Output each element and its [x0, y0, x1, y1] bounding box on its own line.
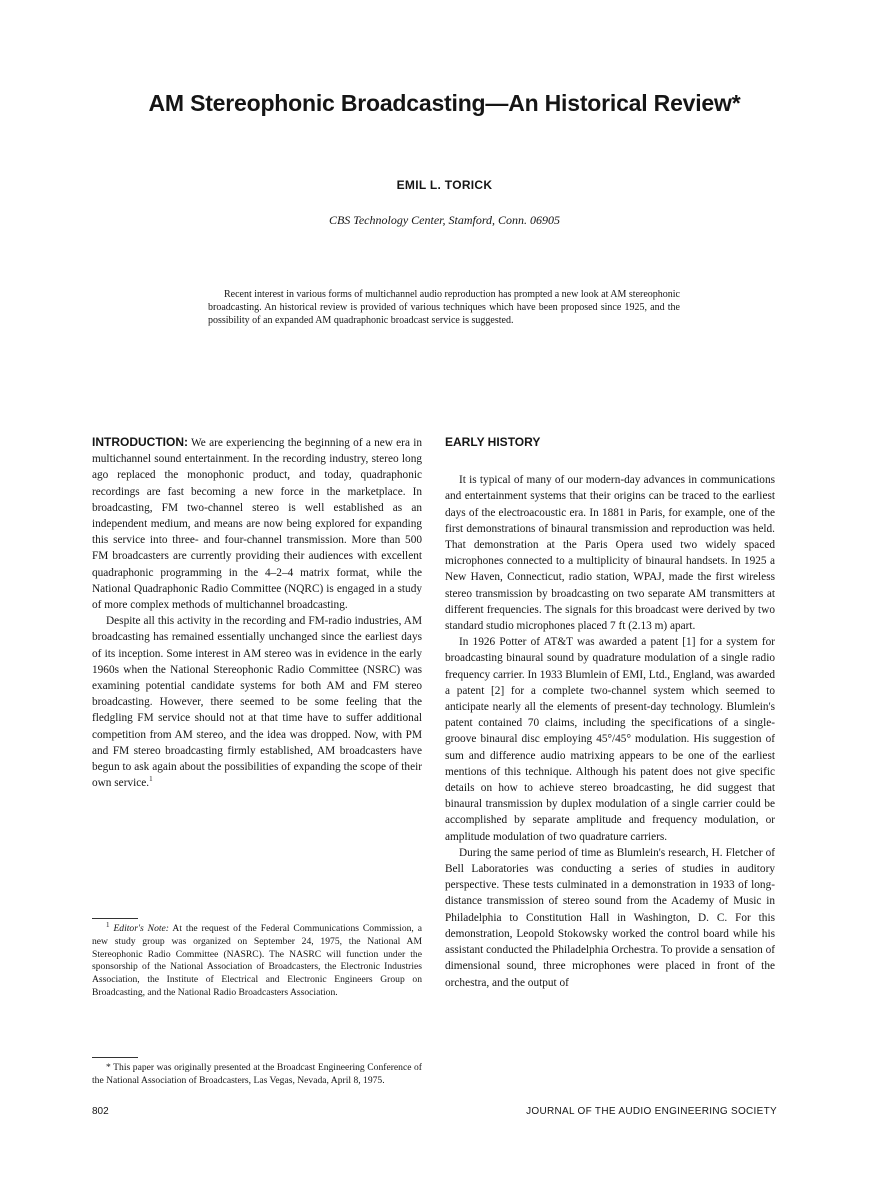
introduction-heading: INTRODUCTION: — [92, 435, 188, 449]
footnote-2-paragraph — [92, 1062, 422, 1088]
footnote-reference-1: 1 — [149, 775, 153, 784]
right-column — [445, 434, 775, 991]
footnote-presentation — [92, 1057, 422, 1088]
author-name: EMIL L. TORICK — [396, 178, 493, 192]
early-history-paragraph-3: During the same period of time as Blumlein's research, H. Fletcher of Bell Laboratories was conducting a series of studies in auditory perspective. These tests culminated in a demonstration in 1933 of long-distance transmission of stereo sound from the Academy of Music in Philadelphia to Constitution Hall in Washington, D. C. For this demonstration, Leopold Stokowsky worked the control board while his assistant conducted the Philadelphia Orchestra. To provide a sensation of dimensional sound, three microphones were placed in front of the orchestra, and the output of — [445, 846, 775, 989]
footnote-2-mark: * — [106, 1062, 111, 1073]
introduction-paragraph-1 — [92, 434, 422, 613]
early-history-heading: EARLY HISTORY — [445, 435, 541, 449]
introduction-text-2: Despite all this activity in the recording and FM-radio industries, AM broadcasting has remained essentially unchanged since the earliest days of its inception. Some interest in AM stereo was in evidence in the early 1960s when the National Stereophonic Radio Committee (NSRC) was examining potential candidate systems for both AM and FM stereo broadcasting. However, there seemed to be some feeling that the fledgling FM service should not at that time have to suffer additional competition from AM stereo, and the idea was dropped. Now, with PM and FM stereo broadcasting firmly established, AM broadcasters have begun to ask again about the possibilities of expanding the scope of their own service. — [92, 615, 422, 790]
footnote-rule — [92, 918, 138, 919]
paper-title: AM Stereophonic Broadcasting—An Historical Review* — [148, 90, 741, 116]
left-column — [92, 434, 422, 791]
footnote-1-paragraph — [92, 920, 422, 1000]
abstract: Recent interest in various forms of multichannel audio reproduction has prompted a new look at AM stereophonic broadcasting. An historical review is provided of various techniques which have been proposed since 1925, and the possibility of an expanded AM quadraphonic broadcast service is suggested. — [208, 289, 680, 326]
introduction-paragraph-2 — [92, 613, 422, 791]
footnote-1-text: At the request of the Federal Communications Commission, a new study group was organized on September 24, 1975, the National AM Stereophonic Radio Committee (NASRC). The NASRC will function under the sponsorship of the National Association of Broadcasters, the Electronic Industries Association, the Institute of Electrical and Electronic Engineers Group on Broadcasting, and the National Radio Broadcasters Association. — [92, 923, 422, 998]
footnote-1-label: Editor's Note: — [113, 923, 169, 934]
footnote-rule-2 — [92, 1057, 138, 1058]
early-history-paragraph-2: In 1926 Potter of AT&T was awarded a patent [1] for a system for broadcasting binaural sound by quadrature modulation of a single radio frequency carrier. In 1933 Blumlein of EMI, Ltd., England, was awarded a patent [2] for a complete two-channel system which seemed to anticipate nearly all the elements of present-day technology. Blumlein's patent contained 70 claims, including the specifications of a single-groove binaural disc employing 45°/45° modulation. His suggestion of sum and difference audio matrixing appears to be one of the earliest mentions of this technique. Although his patent does not give specific details on how to achieve stereo broadcasting, he did suggest that binaural transmission by duplex modulation of a single carrier could be accomplished by separate amplitude and frequency modulation, or amplitude modulation of two quadrature carriers. — [445, 636, 775, 843]
early-history-paragraph-1: It is typical of many of our modern-day advances in communications and entertainment systems that their origins can be traced to the earliest days of the electroacoustic era. In 1881 in Paris, for example, one of the first demonstrations of binaural transmission and reproduction was held. That demonstration at the Paris Opera used two widely spaced microphones connected to a multiplicity of binaural handsets. In 1925 a New Haven, Connecticut, radio station, WPAJ, made the first wireless stereo transmission by broadcasting on two separate AM transmitters at different frequencies. The signals for this broadcast were derived by two standard studio microphones placed 7 ft (2.13 m) apart. — [445, 474, 775, 633]
author-affiliation: CBS Technology Center, Stamford, Conn. 06905 — [328, 213, 561, 227]
journal-name: JOURNAL OF THE AUDIO ENGINEERING SOCIETY — [526, 1106, 777, 1117]
footnote-editors-note — [92, 918, 422, 1000]
page-number: 802 — [92, 1106, 109, 1117]
introduction-text-1: We are experiencing the beginning of a new era in multichannel sound entertainment. In the recording industry, stereo long ago replaced the monophonic product, and today, quadraphonic recordings are fast becoming a new force in the marketplace. In broadcasting, FM two-channel stereo is well established as an independent medium, and means are now being explored for expanding this service into three- and four-channel transmission. More than 500 FM broadcasters are currently providing their audiences with excellent quadraphonic programming in the 4–2–4 matrix format, while the National Quadraphonic Radio Committee (NQRC) is engaged in a study of more complex methods of multichannel broadcasting. — [92, 437, 422, 612]
footnote-1-mark: 1 — [106, 920, 110, 929]
footnote-2-text: This paper was originally presented at the Broadcast Engineering Conference of the National Association of Broadcasters, Las Vegas, Nevada, April 8, 1975. — [92, 1062, 422, 1086]
